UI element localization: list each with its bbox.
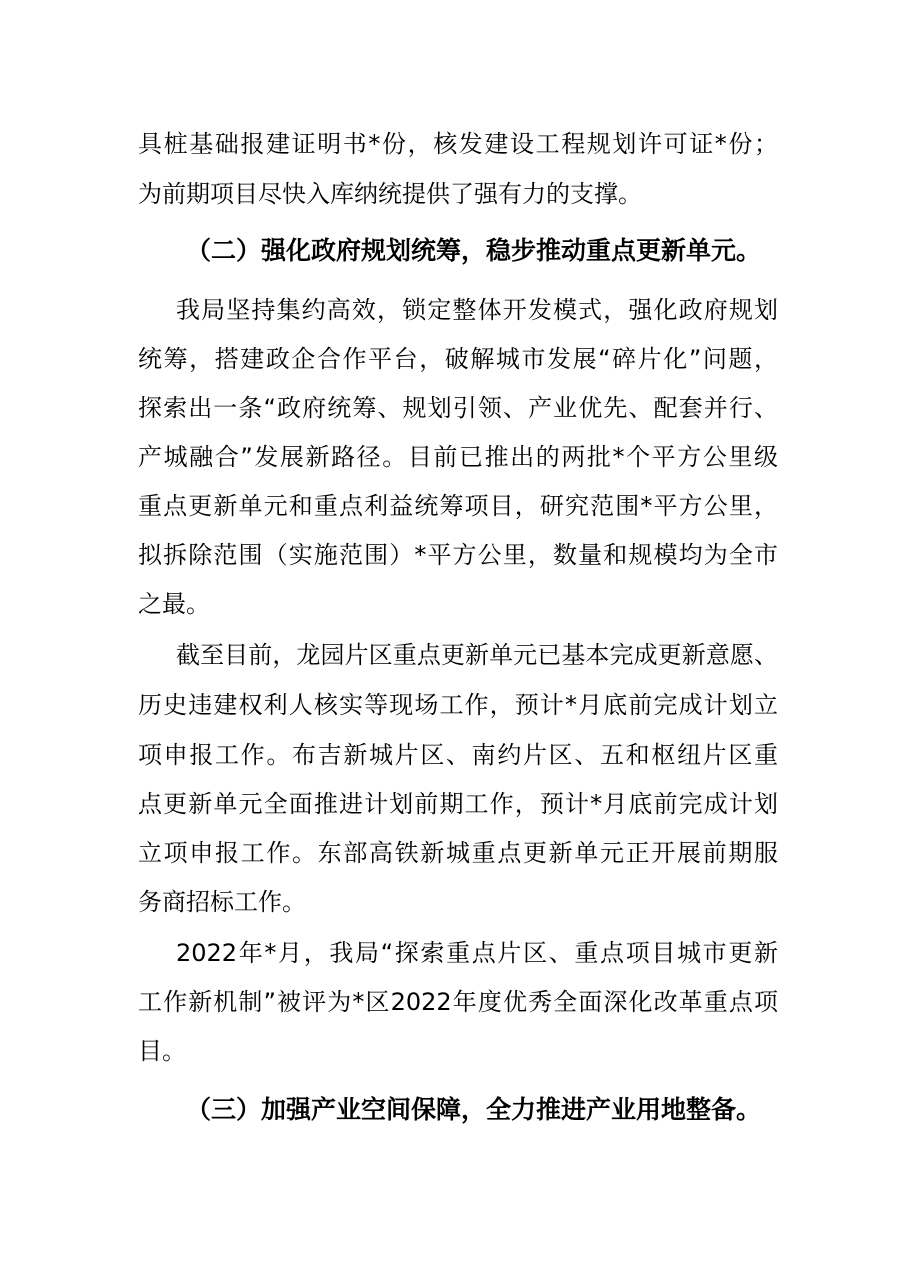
paragraph1-line-4: 产城融合”发展新路径。目前已推出的两批*个平方公里级 — [138, 443, 778, 471]
paragraph3-line-2: 工作新机制”被评为*区2022年度优秀全面深化改革重点项 — [138, 988, 778, 1016]
paragraph2-line-3: 项申报工作。布吉新城片区、南约片区、五和枢纽片区重 — [138, 741, 778, 769]
paragraph2-line-2: 历史违建权利人核实等现场工作，预计*月底前完成计划立 — [138, 691, 778, 719]
paragraph1-line-6: 拟拆除范围（实施范围）*平方公里，数量和规模均为全市 — [138, 541, 778, 569]
continuation-line-1: 具桩基础报建证明书*份，核发建设工程规划许可证*份； — [138, 130, 778, 158]
paragraph1-line-7: 之最。 — [138, 590, 210, 618]
paragraph1-line-5: 重点更新单元和重点利益统筹项目，研究范围*平方公里， — [138, 492, 778, 520]
continuation-line-2: 为前期项目尽快入库纳统提供了强有力的支撑。 — [138, 180, 642, 208]
paragraph1-line-3: 探索出一条“政府统筹、规划引领、产业优先、配套并行、 — [138, 394, 778, 422]
paragraph2-line-5: 立项申报工作。东部高铁新城重点更新单元正开展前期服 — [138, 839, 778, 867]
paragraph1-line-1: 我局坚持集约高效，锁定整体开发模式，强化政府规划 — [176, 296, 778, 324]
paragraph2-line-4: 点更新单元全面推进计划前期工作，预计*月底前完成计划 — [138, 790, 778, 818]
paragraph1-line-2: 统筹，搭建政企合作平台，破解城市发展“碎片化”问题， — [138, 345, 778, 373]
paragraph2-line-1: 截至目前，龙园片区重点更新单元已基本完成更新意愿、 — [176, 641, 778, 669]
section-heading-3: （三）加强产业空间保障，全力推进产业用地整备。 — [186, 1095, 762, 1124]
paragraph2-line-6: 务商招标工作。 — [138, 888, 306, 916]
section-heading-2: （二）强化政府规划统筹，稳步推动重点更新单元。 — [186, 236, 762, 265]
paragraph3-line-3: 目。 — [138, 1037, 186, 1065]
paragraph3-line-1: 2022年*月，我局“探索重点片区、重点项目城市更新 — [176, 939, 778, 967]
